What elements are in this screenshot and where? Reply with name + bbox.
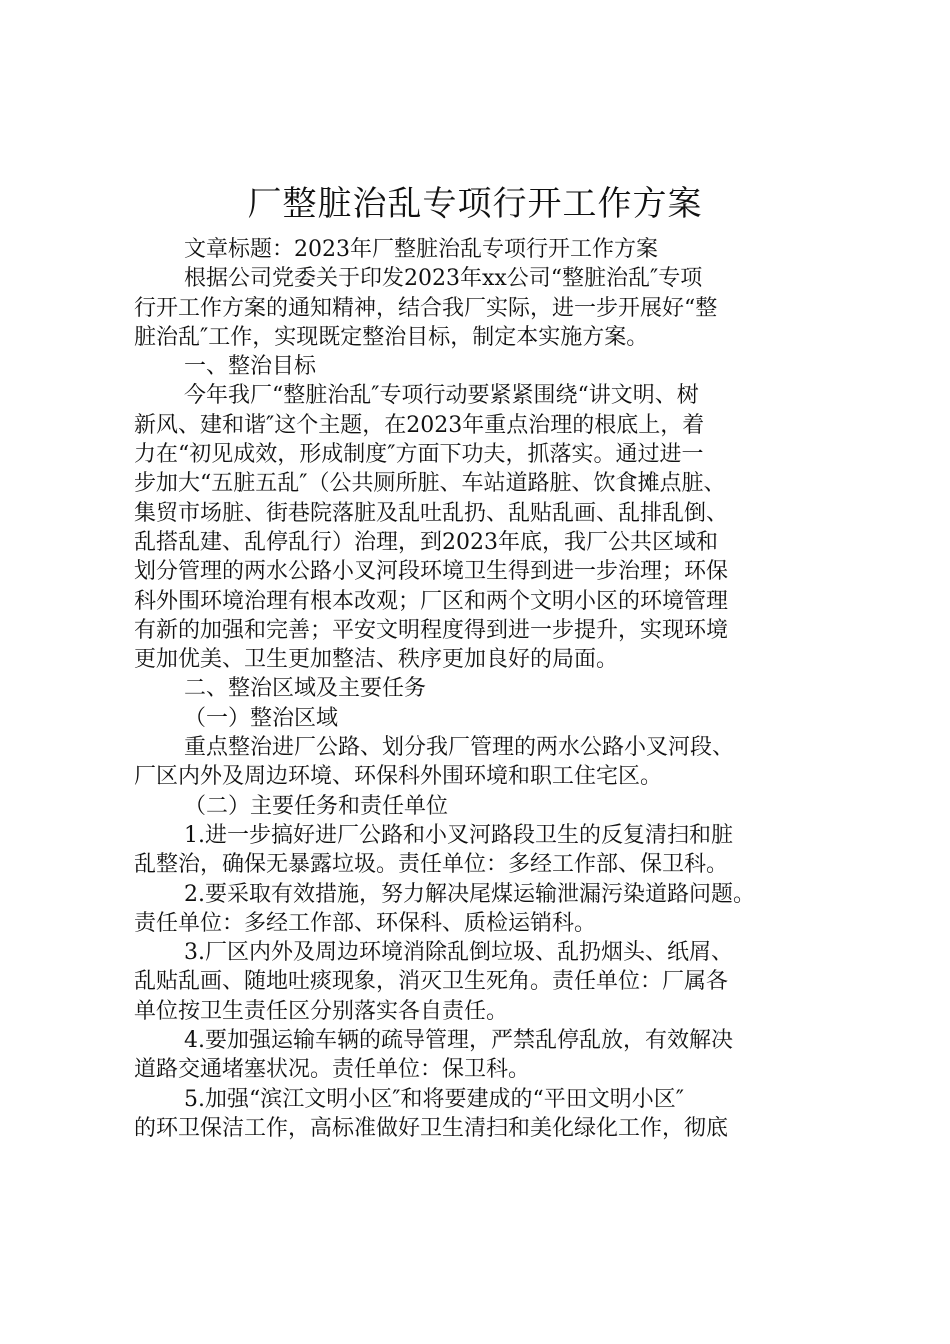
paragraph-line: 步加大“五脏五乱″（公共厕所脏、车站道路脏、饮食摊点脏、 (134, 471, 726, 497)
task-item-line: 道路交通堵塞状况。责任单位：保卫科。 (134, 1057, 531, 1083)
section-heading: 二、整治区域及主要任务 (184, 676, 427, 702)
task-item-line: 单位按卫生责任区分别落实各自责任。 (134, 998, 509, 1024)
task-item-line: 责任单位：多经工作部、环保科、质检运销科。 (134, 910, 597, 936)
task-item-line: 3.厂区内外及周边环境消除乱倒垃圾、乱扔烟头、纸屑、 (184, 940, 733, 966)
paragraph-line: 更加优美、卫生更加整洁、秩序更加良好的局面。 (134, 647, 619, 673)
paragraph-line: 脏治乱″工作，实现既定整治目标，制定本实施方案。 (134, 324, 649, 350)
task-item-line: 乱贴乱画、随地吐痰现象，消灭卫生死角。责任单位：厂属各 (134, 969, 729, 995)
subsection-heading: （一）整治区域 (184, 705, 339, 731)
article-title-line: 文章标题：2023年厂整脏治乱专项行开工作方案 (184, 237, 658, 262)
task-item-line: 的环卫保洁工作，高标准做好卫生清扫和美化绿化工作，彻底 (134, 1115, 729, 1141)
paragraph-line: 科外围环境治理有根本改观；厂区和两个文明小区的环境管理 (134, 588, 729, 614)
section-heading: 一、整治目标 (184, 354, 317, 380)
paragraph-line: 力在“初见成效，形成制度″方面下功夫，抓落实。通过进一 (134, 442, 704, 468)
paragraph-line: 厂区内外及周边环境、环保科外围环境和职工住宅区。 (134, 764, 663, 790)
document-body (134, 235, 834, 1143)
paragraph-line: 划分管理的两水公路小叉河段环境卫生得到进一步治理；环保 (134, 559, 729, 585)
paragraph-line: 乱搭乱建、乱停乱行）治理，到2023年底，我厂公共区域和 (134, 529, 718, 555)
paragraph-line: 有新的加强和完善；平安文明程度得到进一步提升，实现环境 (134, 617, 729, 643)
paragraph-line: 根据公司党委关于印发2023年xx公司“整脏治乱″专项 (184, 266, 703, 292)
paragraph-line: 集贸市场脏、街巷院落脏及乱吐乱扔、乱贴乱画、乱排乱倒、 (134, 500, 729, 526)
subsection-heading: （二）主要任务和责任单位 (184, 793, 449, 819)
task-item-line: 2.要采取有效措施，努力解决尾煤运输泄漏污染道路问题。 (184, 881, 755, 907)
task-item-line: 乱整治，确保无暴露垃圾。责任单位：多经工作部、保卫科。 (134, 852, 729, 878)
task-item-line: 1.进一步搞好进厂公路和小叉河路段卫生的反复清扫和脏 (184, 822, 733, 848)
paragraph-line: 重点整治进厂公路、划分我厂管理的两水公路小叉河段、 (184, 735, 735, 761)
task-item-line: 5.加强“滨江文明小区″和将要建成的“平田文明小区″ (184, 1086, 684, 1112)
paragraph-line: 行开工作方案的通知精神，结合我厂实际，进一步开展好“整 (134, 295, 718, 321)
paragraph-line: 新风、建和谐″这个主题，在2023年重点治理的根底上，着 (134, 412, 705, 438)
document-title: 厂整脏治乱专项行开工作方案 (247, 184, 703, 224)
paragraph-line: 今年我厂“整脏治乱″专项行动要紧紧围绕“讲文明、树 (184, 383, 699, 409)
task-item-line: 4.要加强运输车辆的疏导管理，严禁乱停乱放，有效解决 (184, 1028, 733, 1054)
